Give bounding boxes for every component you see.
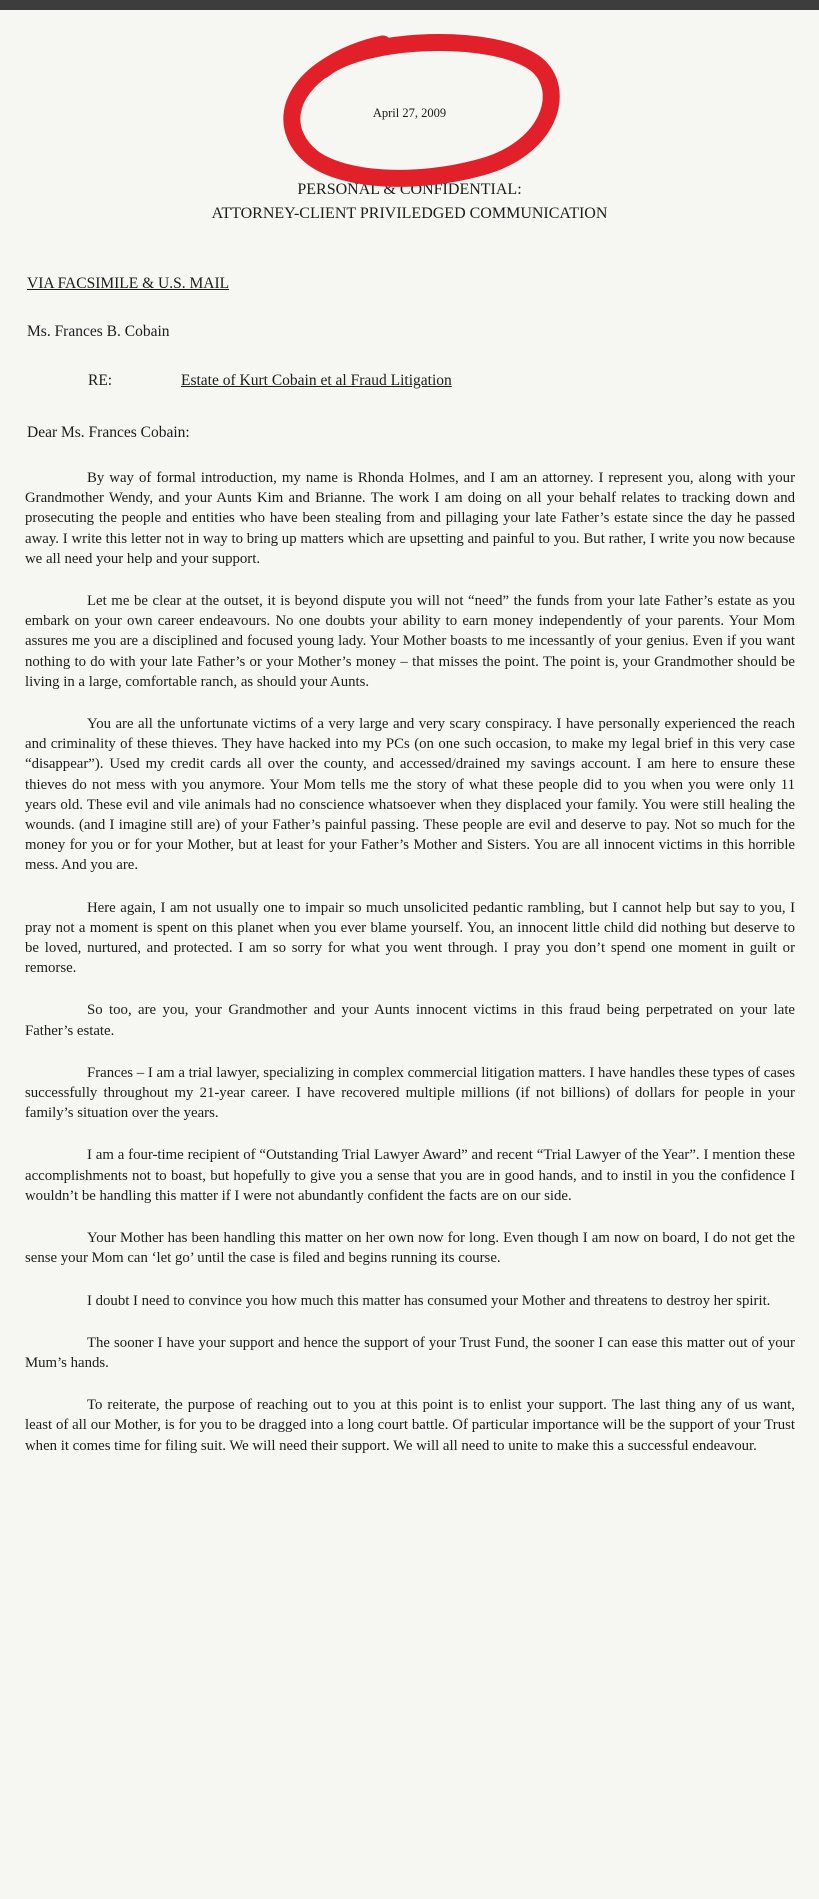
body-paragraph: So too, are you, your Grandmother and your Aunts innocent victims in this fraud being perpetrated on your late Father’s estate. [25,1002,795,1039]
letter-body [25,468,795,1478]
top-edge-bar [0,0,819,10]
body-paragraph: You are all the unfortunate victims of a very large and very scary conspiracy. I have personally experienced the reach and criminality of these thieves. They have hacked into my PCs (on one such occasion, to make my legal brief in this very case “disappear”). Used my credit cards all over the county, and accessed/drained my savings account. I am here to ensure these thieves do not mess with you anymore. Your Mom tells me the story of what these people did to you when you were only 11 years old. These evil and vile animals had no conscience whatsoever when they displaced your family. You were still healing the wounds. (and I imagine still are) of your Father’s painful passing. These people are evil and deserve to pay. Not so much for the money for you or for your Mother, but at least for your Father’s Mother and Sisters. You are all innocent victims in this horrible mess. And you are. [25,716,795,874]
delivery-method: VIA FACSIMILE & U.S. MAIL [27,275,230,292]
body-paragraph: To reiterate, the purpose of reaching out to you at this point is to enlist your support. The last thing any of us want, least of all our Mother, is for you to be dragged into a long court battle. Of particular importance will be the support of your Trust when it comes time for filing suit. We will need their support. We will all need to unite to make this a successful endeavour. [25,1397,795,1454]
body-paragraph: The sooner I have your support and hence the support of your Trust Fund, the sooner I can ease this matter out of your Mum’s hands. [25,1334,795,1371]
privilege-header: ATTORNEY-CLIENT PRIVILEDGED COMMUNICATION [211,205,608,222]
letter-page [0,10,819,1899]
body-paragraph: I doubt I need to convince you how much this matter has consumed your Mother and threatens to destroy her spirit. [87,1292,771,1309]
body-paragraph: Your Mother has been handling this matter on her own now for long. Even though I am now on board, I do not get the sense your Mom can ‘let go’ until the case is filed and begins running its course. [25,1230,795,1267]
re-subject: Estate of Kurt Cobain et al Fraud Litigation [181,372,452,389]
body-paragraph: Frances – I am a trial lawyer, specializing in complex commercial litigation matters. I have handles these types of cases successfully throughout my 21-year career. I have recovered multiple millions (if not billions) of dollars for people in your family’s situation over the years. [25,1064,795,1122]
body-paragraph: Here again, I am not usually one to impair so much unsolicited pedantic rambling, but I cannot help but say to you, I pray not a moment is spent on this planet when you ever blame yourself. You, an innocent little child did nothing but deserve to be loved, nurtured, and protected. I am so sorry for what you went through. I pray you don’t spend one moment in guilt or remorse. [25,899,795,977]
letter-date: April 27, 2009 [372,106,447,120]
body-paragraph: By way of formal introduction, my name is Rhonda Holmes, and I am an attorney. I represent you, along with your Grandmother Wendy, and your Aunts Kim and Brianne. The work I am doing on all your behalf relates to tracking down and prosecuting the people and entities who have been stealing from and pillaging your late Father’s estate since the day he passed away. I write this letter not in way to bring up matters which are upsetting and painful to you. But rather, I write you now because we all need your help and your support. [25,470,795,567]
confidential-header: PERSONAL & CONFIDENTIAL: [297,181,522,198]
salutation: Dear Ms. Frances Cobain: [27,424,190,441]
body-paragraph: Let me be clear at the outset, it is beyond dispute you will not “need” the funds from your late Father’s estate as you embark on your own career endeavours. No one doubts your ability to earn money independently of your parents. Your Mom assures me you are a disciplined and focused young lady. Your Mother boasts to me incessantly of your genius. Even if you want nothing to do with your late Father’s or your Mother’s money – that misses the point. The point is, your Grandmother should be living in a large, comfortable ranch, as should your Aunts. [25,593,795,690]
re-label: RE: [88,372,113,389]
body-paragraph: I am a four-time recipient of “Outstanding Trial Lawyer Award” and recent “Trial Lawyer of the Year”. I mention these accomplishments not to boast, but hopefully to give you a sense that you are in good hands, and to instil in you the confidence I wouldn’t be handling this matter if I were not abundantly confident the facts are on our side. [25,1147,795,1204]
recipient-name: Ms. Frances B. Cobain [27,323,170,340]
